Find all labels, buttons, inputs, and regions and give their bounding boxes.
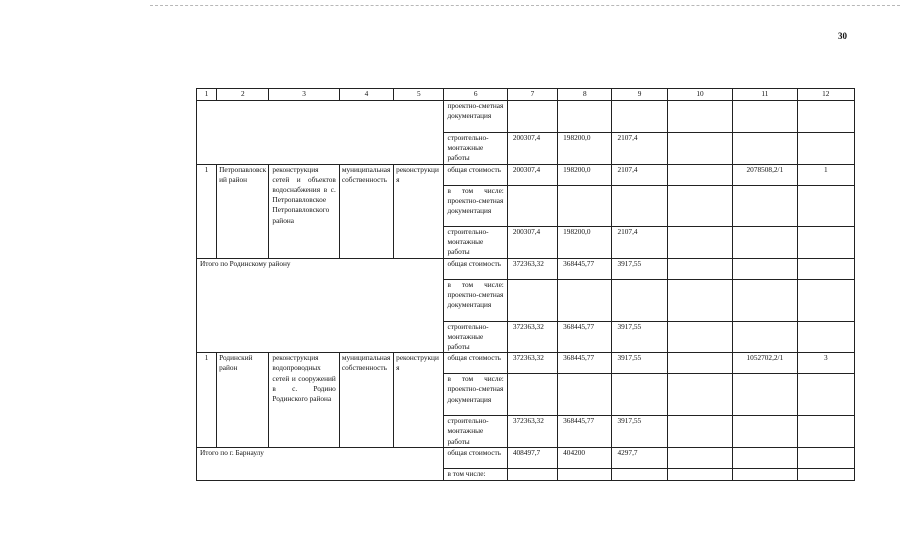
value-cell: 368445,77 bbox=[558, 321, 612, 353]
value-cell bbox=[797, 448, 854, 469]
value-cell: 2107,4 bbox=[612, 133, 667, 165]
page-number: 30 bbox=[838, 31, 847, 41]
value-cell bbox=[797, 226, 854, 258]
value-cell: 372363,32 bbox=[507, 258, 557, 279]
value-cell: 2078508,2/1 bbox=[733, 164, 797, 185]
value-cell bbox=[733, 469, 797, 481]
value-cell: 372363,32 bbox=[507, 321, 557, 353]
value-cell bbox=[507, 185, 557, 226]
value-cell: 3917,55 bbox=[612, 258, 667, 279]
value-cell: 200307,4 bbox=[507, 133, 557, 165]
value-cell bbox=[797, 258, 854, 279]
header-cell: 7 bbox=[507, 89, 557, 101]
value-cell: 368445,77 bbox=[558, 416, 612, 448]
value-cell bbox=[558, 279, 612, 321]
table-row bbox=[197, 448, 855, 469]
value-cell bbox=[667, 321, 732, 353]
value-cell bbox=[612, 374, 667, 416]
row-number: 1 bbox=[197, 353, 217, 448]
cost-category-cell: строительно-монтажные работы bbox=[444, 133, 507, 165]
value-cell: 198200,0 bbox=[558, 164, 612, 185]
data-table bbox=[196, 88, 855, 481]
value-cell bbox=[733, 185, 797, 226]
cost-category-cell: общая стоимость bbox=[444, 164, 507, 185]
value-cell: 1 bbox=[797, 164, 854, 185]
value-cell bbox=[733, 374, 797, 416]
value-cell: 2107,4 bbox=[612, 226, 667, 258]
value-cell bbox=[733, 416, 797, 448]
value-cell bbox=[667, 185, 732, 226]
value-cell: 368445,77 bbox=[558, 258, 612, 279]
cost-category-cell: в том числе: проектно-сметная документация bbox=[444, 279, 507, 321]
value-cell bbox=[612, 101, 667, 133]
table-row bbox=[197, 258, 855, 279]
value-cell bbox=[612, 185, 667, 226]
value-cell: 200307,4 bbox=[507, 226, 557, 258]
value-cell bbox=[667, 469, 732, 481]
value-cell bbox=[507, 374, 557, 416]
value-cell: 368445,77 bbox=[558, 353, 612, 374]
value-cell bbox=[797, 279, 854, 321]
value-cell: 2107,4 bbox=[612, 164, 667, 185]
value-cell bbox=[507, 469, 557, 481]
value-cell bbox=[797, 469, 854, 481]
value-cell: 198200,0 bbox=[558, 226, 612, 258]
value-cell: 4297,7 bbox=[612, 448, 667, 469]
value-cell bbox=[558, 374, 612, 416]
value-cell: 3 bbox=[797, 353, 854, 374]
value-cell: 408497,7 bbox=[507, 448, 557, 469]
row-number: 1 bbox=[197, 164, 217, 258]
header-cell: 1 bbox=[197, 89, 217, 101]
value-cell bbox=[558, 469, 612, 481]
value-cell bbox=[797, 185, 854, 226]
cost-category-cell: строительно-монтажные работы bbox=[444, 416, 507, 448]
district-cell: Петропавловский район bbox=[217, 164, 269, 258]
cost-category-cell: в том числе: bbox=[444, 469, 507, 481]
value-cell bbox=[797, 133, 854, 165]
cost-category-cell: в том числе: проектно-сметная документация bbox=[444, 374, 507, 416]
value-cell: 372363,32 bbox=[507, 416, 557, 448]
value-cell bbox=[612, 469, 667, 481]
value-cell bbox=[667, 416, 732, 448]
total-label-cell: Итого по г. Барнаулу bbox=[197, 448, 444, 481]
value-cell bbox=[733, 448, 797, 469]
district-cell: Родинский район bbox=[217, 353, 269, 448]
value-cell bbox=[733, 279, 797, 321]
cost-category-cell: общая стоимость bbox=[444, 448, 507, 469]
value-cell: 372363,32 bbox=[507, 353, 557, 374]
header-cell: 8 bbox=[558, 89, 612, 101]
value-cell bbox=[558, 185, 612, 226]
table-header-row bbox=[197, 89, 855, 101]
value-cell bbox=[733, 258, 797, 279]
header-cell: 2 bbox=[217, 89, 269, 101]
value-cell bbox=[667, 374, 732, 416]
value-cell bbox=[733, 101, 797, 133]
value-cell bbox=[667, 448, 732, 469]
value-cell bbox=[667, 258, 732, 279]
header-cell: 6 bbox=[444, 89, 507, 101]
header-cell: 12 bbox=[797, 89, 854, 101]
value-cell: 1052702,2/1 bbox=[733, 353, 797, 374]
value-cell bbox=[667, 101, 732, 133]
value-cell bbox=[667, 133, 732, 165]
value-cell bbox=[733, 321, 797, 353]
value-cell bbox=[797, 101, 854, 133]
value-cell bbox=[507, 101, 557, 133]
header-cell: 3 bbox=[269, 89, 339, 101]
value-cell bbox=[797, 416, 854, 448]
value-cell: 404200 bbox=[558, 448, 612, 469]
table-row bbox=[197, 164, 855, 185]
ownership-cell: муниципальная собственность bbox=[339, 353, 393, 448]
value-cell bbox=[797, 321, 854, 353]
header-cell: 11 bbox=[733, 89, 797, 101]
value-cell bbox=[733, 226, 797, 258]
value-cell bbox=[612, 279, 667, 321]
object-cell: реконструкция водопроводных сетей и сооружений в с. Родино Родинского района bbox=[269, 353, 339, 448]
ownership-cell: муниципальная собственность bbox=[339, 164, 393, 258]
value-cell: 3917,55 bbox=[612, 416, 667, 448]
value-cell bbox=[667, 164, 732, 185]
cost-category-cell: строительно-монтажные работы bbox=[444, 321, 507, 353]
value-cell: 198200,0 bbox=[558, 133, 612, 165]
header-cell: 4 bbox=[339, 89, 393, 101]
object-cell: реконструкция сетей и объектов водоснабжения в с. Петропавловское Петропавловского района bbox=[269, 164, 339, 258]
work-type-cell: реконструкция bbox=[394, 353, 444, 448]
value-cell bbox=[733, 133, 797, 165]
value-cell bbox=[667, 279, 732, 321]
table-row bbox=[197, 353, 855, 374]
value-cell bbox=[507, 279, 557, 321]
value-cell: 3917,55 bbox=[612, 353, 667, 374]
value-cell bbox=[667, 226, 732, 258]
value-cell: 200307,4 bbox=[507, 164, 557, 185]
value-cell: 3917,55 bbox=[612, 321, 667, 353]
header-cell: 5 bbox=[394, 89, 444, 101]
value-cell bbox=[667, 353, 732, 374]
cost-category-cell: в том числе: проектно-сметная документация bbox=[444, 185, 507, 226]
header-cell: 9 bbox=[612, 89, 667, 101]
cost-category-cell: общая стоимость bbox=[444, 258, 507, 279]
table-row bbox=[197, 101, 855, 133]
header-cell: 10 bbox=[667, 89, 732, 101]
cost-category-cell: строительно-монтажные работы bbox=[444, 226, 507, 258]
cost-category-cell: общая стоимость bbox=[444, 353, 507, 374]
scan-artifact-line bbox=[150, 5, 900, 6]
value-cell bbox=[797, 374, 854, 416]
cost-category-cell: проектно-сметная документация bbox=[444, 101, 507, 133]
work-type-cell: реконструкция bbox=[394, 164, 444, 258]
value-cell bbox=[558, 101, 612, 133]
empty-merged-cell bbox=[197, 101, 444, 165]
total-label-cell: Итого по Родинскому району bbox=[197, 258, 444, 353]
